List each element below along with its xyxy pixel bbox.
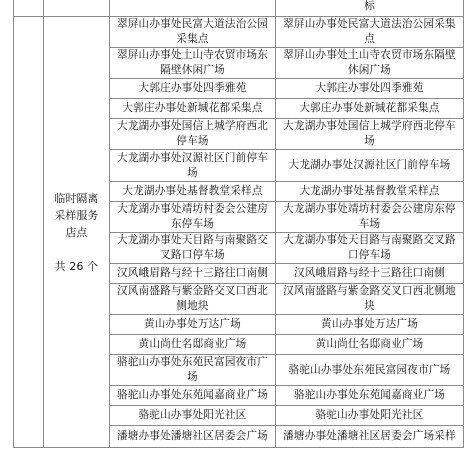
site-detail-cell: 骆驼山办事处东苑闻嘉商业广场: [276, 386, 464, 406]
site-detail-cell: 翠屏山办事处民富大道法治公园采集点: [276, 17, 464, 48]
site-name-cell: 大龙湖办事处基督教堂采样点: [110, 182, 276, 202]
site-name-cell: 潘塘办事处潘塘社区居委会广场: [110, 426, 276, 448]
site-detail-cell: 大龙湖办事处汉源社区门前停车场: [276, 150, 464, 182]
category-label-line: 临时隔离: [54, 191, 99, 205]
site-detail-cell: 大龙湖办事处国信上城学府西北停车场: [276, 119, 464, 150]
table-row: [14, 17, 464, 48]
site-name-cell: 大郭庄办事处新城花都采集点: [110, 99, 276, 119]
site-name-cell: 黄山办事处万达广场: [110, 315, 276, 335]
site-name-cell: 大龙湖办事处天目路与南聚路交叉路口停车场: [110, 233, 276, 264]
site-name-cell: 大郭庄办事处四季雅苑: [110, 79, 276, 99]
site-name-cell: 翠屏山办事处民富大道法治公园采集点: [110, 17, 276, 48]
category-spacer: [50, 241, 103, 258]
site-detail-cell: 骆驼山办事处东苑民富园夜市广场: [276, 355, 464, 386]
site-detail-cell: 黄山尚仕名邸商业广场: [276, 335, 464, 355]
category-count: 共 26 个: [54, 259, 99, 273]
category-cell: [44, 17, 110, 448]
table-row: [14, 0, 464, 17]
site-detail-cell: 汉风南盛路与紫金路交叉口西北侧地块: [276, 284, 464, 315]
site-name-cell: 黄山尚仕名邸商业广场: [110, 335, 276, 355]
category-label-line: 采样服务: [54, 208, 99, 222]
left-header-cell: [110, 0, 276, 17]
site-name-cell: 汉风南盛路与紫金路交叉口西北侧地块: [110, 284, 276, 315]
site-name-cell: 翠屏山办事处土山寺农贸市场东隔壁休闲广场: [110, 48, 276, 79]
right-header-cell: 标: [276, 0, 464, 17]
site-name-cell: 大龙湖办事处国信上城学府西北停车场: [110, 119, 276, 150]
site-detail-cell: 大龙湖办事处天目路与南聚路交叉路口停车场: [276, 233, 464, 264]
blank-cell: [14, 17, 44, 448]
sampling-sites-table: [13, 0, 464, 448]
site-detail-cell: 黄山办事处万达广场: [276, 315, 464, 335]
table-body: [14, 0, 464, 448]
site-name-cell: 汉风峨眉路与经十三路往口南侧: [110, 264, 276, 284]
site-name-cell: 大龙湖办事处汉源社区门前停车场: [110, 150, 276, 182]
blank-cell: [14, 0, 44, 17]
site-detail-cell: 大龙湖办事处基督教堂采样点: [276, 182, 464, 202]
site-name-cell: 骆驼山办事处阳光社区: [110, 406, 276, 426]
site-detail-cell: 翠屏山办事处土山寺农贸市场东隔壁休闲广场: [276, 48, 464, 79]
category-label-line: 店点: [65, 225, 88, 239]
site-detail-cell: 潘塘办事处潘塘社区居委会广场采样: [276, 426, 464, 448]
site-detail-cell: 大龙湖办事处靖坊村委会公建房东停车场: [276, 202, 464, 233]
site-name-cell: 骆驼山办事处东苑民富园夜市广场: [110, 355, 276, 386]
site-detail-cell: 大郭庄办事处新城花都采集点: [276, 99, 464, 119]
site-name-cell: 大龙湖办事处靖坊村委会公建房东停车场: [110, 202, 276, 233]
site-detail-cell: 骆驼山办事处阳光社区: [276, 406, 464, 426]
site-detail-cell: 大郭庄办事处四季雅苑: [276, 79, 464, 99]
site-detail-cell: 汉风峨眉路与经十三路往口南侧: [276, 264, 464, 284]
site-name-cell: 骆驼山办事处东苑闻嘉商业广场: [110, 386, 276, 406]
category-header-cell: [44, 0, 110, 17]
